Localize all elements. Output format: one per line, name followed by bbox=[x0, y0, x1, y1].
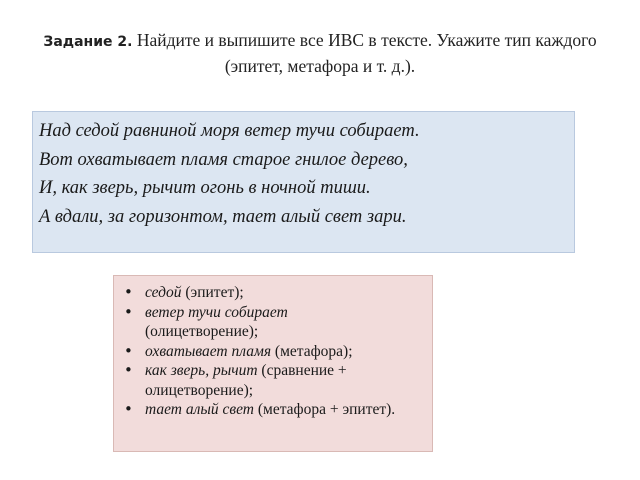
poem-line-3: И, как зверь, рычит огонь в ночной тиши. bbox=[39, 178, 371, 198]
answer-item bbox=[122, 342, 424, 362]
task-instruction: Найдите и выпишите все ИВС в тексте. Укажите тип каждого (эпитет, метафора и т. д.). bbox=[132, 30, 597, 76]
answer-item bbox=[122, 303, 424, 342]
answer-type: (метафора + эпитет). bbox=[253, 401, 396, 418]
answer-item bbox=[122, 400, 424, 420]
answer-item bbox=[122, 361, 424, 400]
answer-box bbox=[113, 275, 433, 452]
answer-type: (сравнение + олицетворение); bbox=[145, 362, 347, 399]
poem-line-4: А вдали, за горизонтом, тает алый свет зари. bbox=[39, 206, 407, 227]
poem-box bbox=[32, 111, 575, 253]
answer-term: ветер тучи собирает bbox=[145, 303, 288, 321]
task-label: Задание 2. bbox=[43, 34, 133, 50]
poem-line-1: Над седой равниной моря ветер тучи собирает. bbox=[39, 121, 420, 141]
answer-type: (олицетворение); bbox=[145, 323, 259, 340]
answer-type: (эпитет); bbox=[181, 284, 244, 301]
bullet-icon: • bbox=[124, 361, 133, 379]
bullet-icon: • bbox=[124, 302, 133, 321]
task-heading bbox=[30, 28, 610, 78]
answer-list bbox=[122, 283, 424, 420]
bullet-icon: • bbox=[124, 400, 133, 418]
answer-type: (метафора); bbox=[271, 342, 353, 360]
bullet-icon: • bbox=[124, 283, 133, 301]
poem-line-2: Вот охватывает пламя старое гнилое дерево, bbox=[39, 149, 408, 170]
answer-item bbox=[122, 283, 424, 303]
answer-term: седой bbox=[145, 284, 182, 301]
bullet-icon: • bbox=[124, 341, 133, 360]
answer-term: тает алый свет bbox=[145, 401, 254, 418]
answer-term: охватывает пламя bbox=[145, 342, 272, 360]
answer-term: как зверь, рычит bbox=[145, 362, 258, 379]
